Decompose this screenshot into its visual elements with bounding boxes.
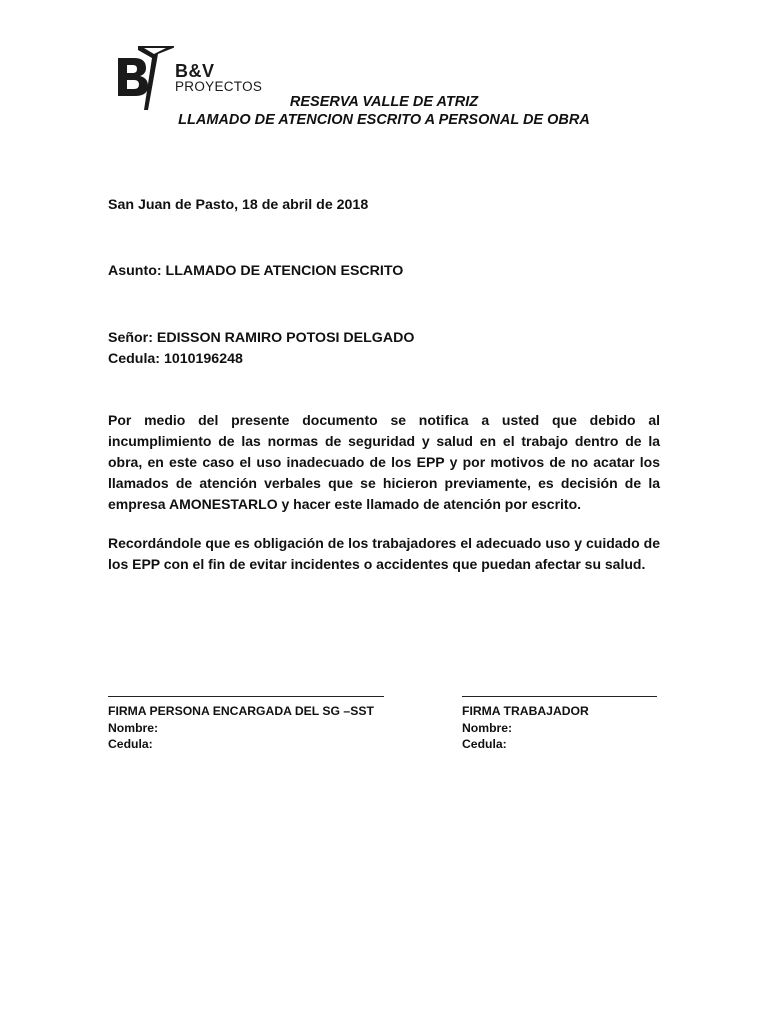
signature-name-label: Nombre: (108, 720, 159, 735)
letter-subject: Asunto: LLAMADO DE ATENCION ESCRITO (108, 263, 404, 279)
signature-name-label: Nombre: (462, 720, 513, 735)
signature-id-label: Cedula: (462, 737, 507, 751)
signature-line (108, 696, 384, 697)
signature-title: FIRMA PERSONA ENCARGADA DEL SG –SST (108, 704, 374, 718)
letter-date: San Juan de Pasto, 18 de abril de 2018 (108, 197, 369, 213)
letter-recipient: Señor: EDISSON RAMIRO POTOSI DELGADO (108, 330, 415, 346)
signature-block-worker (462, 696, 657, 753)
body-paragraph-notice: Por medio del presente documento se notifica a usted que debido al incumplimiento de las normas de seguridad y salud en el trabajo dentro de la obra, en este caso el uso inadecuado de los EPP y por motivos de no acatar los llamados de atención verbales que se hicieron previamente, es decisión de la empresa AMONESTARLO y hacer este llamado de atención por escrito. (108, 412, 660, 512)
signature-id-label: Cedula: (108, 737, 153, 751)
body-paragraph-reminder: Recordándole que es obligación de los trabajadores el adecuado uso y cuidado de los EPP con el fin de evitar incidentes o accidentes que puedan afectar su salud. (108, 535, 660, 572)
signature-block-sst (108, 696, 384, 753)
logo-brand-text: B&V (175, 61, 215, 81)
signature-title: FIRMA TRABAJADOR (462, 704, 589, 718)
recipient-cedula: Cedula: 1010196248 (108, 351, 243, 367)
signature-line (462, 696, 657, 697)
logo-subtitle-text: PROYECTOS (175, 79, 263, 94)
document-subheading: LLAMADO DE ATENCION ESCRITO A PERSONAL DE OBRA (178, 112, 590, 128)
document-heading: RESERVA VALLE DE ATRIZ (289, 94, 479, 110)
